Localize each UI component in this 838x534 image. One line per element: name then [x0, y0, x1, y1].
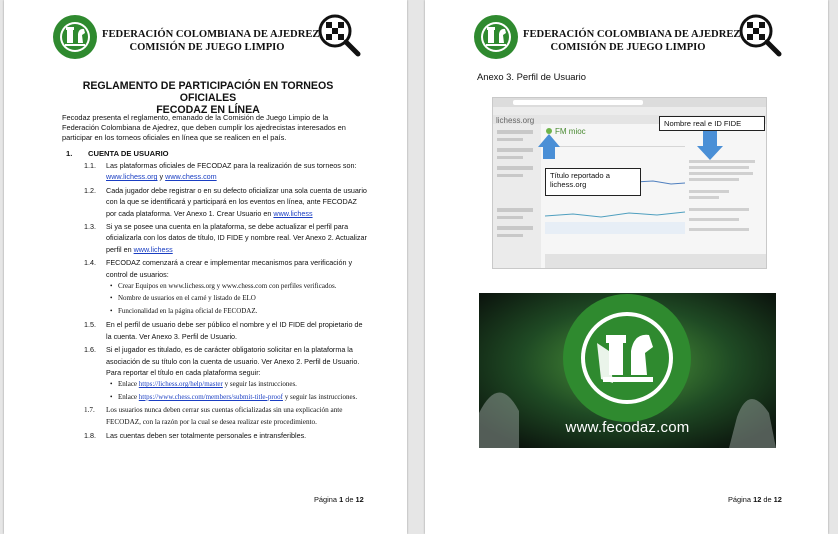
rule-text: Cada jugador debe registrar o en su defecto oficializar una sola cuenta de usuario con la que se identificará y participará en los eventos en línea, ante FECODAZ por cada plataforma. Ver Anexo 1. Crear Usuario en [106, 185, 367, 218]
magnifier-chessboard-icon [316, 12, 362, 58]
section-number: 1. [66, 149, 73, 158]
bullet-item: • Funcionalidad en la página oficial de FECODAZ. [118, 305, 368, 317]
rule-item-1-6 [84, 344, 368, 403]
rule-item-1-2 [84, 185, 368, 219]
header-title-line-2: COMISIÓN DE JUEGO LIMPIO [550, 42, 706, 53]
callout-reported-title: Título reportado a lichess.org [545, 168, 641, 196]
pager-total: 12 [355, 495, 364, 504]
rule-item-1-7 [84, 405, 368, 428]
callout-real-name-fide-id: Nombre real e ID FIDE [659, 116, 765, 131]
pager-total: 12 [773, 495, 782, 504]
rule-text: En el perfil de usuario debe ser público el nombre y el ID FIDE del propietario de la cuenta. Ver Anexo 3. Perfil de Usuario. [106, 320, 363, 341]
bullet-suffix: y seguir las instrucciones. [222, 380, 297, 389]
pager-current: 1 [339, 495, 344, 504]
header-title [523, 28, 741, 54]
intro-paragraph: Fecodaz presenta el reglamento, emanado de la Comisión de Juego Limpio de la Federación Colombiana de Ajedrez, que deben cumplir los ajedrecistas interesados en participar en los torneos oficiales en línea que se realicen en el país. [62, 113, 346, 142]
fecodaz-logo [473, 14, 519, 60]
rules-list [84, 160, 368, 443]
lichess-profile-screenshot [492, 97, 767, 269]
chess-com-link[interactable]: www.chess.com [165, 172, 217, 182]
rule-text: Si el jugador es titulado, es de carácter obligatorio solicitar en la plataforma la asociación de su título con la cuenta de usuario. Ver Anexo 2. Perfil de Usuario. Para reportar el título en cada plataforma seguir: [106, 345, 360, 377]
pager-current: 12 [753, 495, 762, 504]
site-name: lichess.org [496, 116, 535, 125]
bullet-item: • Crear Equipos en www.lichess.org y www.chess.com con perfiles verificados. [118, 280, 368, 292]
document-title [62, 80, 354, 116]
bullet-item [118, 391, 368, 403]
section-heading [66, 149, 169, 158]
page-number [728, 495, 782, 504]
bullet-prefix: Enlace [118, 392, 139, 401]
pager-prefix: Página [728, 495, 754, 504]
rule-text: Si ya se posee una cuenta en la plataforma, se debe actualizar el perfil para oficializarla con los datos de título, ID FIDE y nombre real. Ver Anexo 2. Actualizar perfil en [106, 222, 367, 254]
rule-text: Las cuentas deben ser totalmente personales e intransferibles. [106, 430, 307, 440]
lichess-link[interactable]: www.lichess.org [106, 172, 158, 182]
header-title-line-1: FEDERACIÓN COLOMBIANA DE AJEDREZ [102, 29, 320, 40]
lichess-master-link[interactable]: https://lichess.org/help/master [138, 380, 223, 389]
rule-item-1-8 [84, 430, 368, 441]
document-page-1 [4, 0, 407, 534]
document-title-line-2: FECODAZ EN LÍNEA [156, 104, 260, 116]
rule-number: 1.3. [84, 222, 96, 232]
magnifier-chessboard-icon [737, 12, 783, 58]
document-title-line-1: REGLAMENTO DE PARTICIPACIÓN EN TORNEOS OFICIALES [82, 80, 334, 104]
bullet-prefix: Enlace [118, 380, 139, 389]
bullet-item: • Nombre de usuarios en el carné y listado de ELO [118, 292, 368, 304]
profile-user-label: FM mioc [555, 127, 586, 136]
rule-text: FECODAZ comenzará a crear e implementar mecanismos para verificación y control de usuarios: [106, 258, 353, 279]
rule-bullets [106, 280, 368, 317]
document-page-12 [425, 0, 828, 534]
fecodaz-logo [52, 14, 98, 60]
header-title-line-2: COMISIÓN DE JUEGO LIMPIO [129, 42, 285, 53]
banner-website-url: www.fecodaz.com [565, 419, 690, 436]
rule-number: 1.7. [84, 406, 95, 415]
rule-number: 1.1. [84, 161, 96, 170]
pager-prefix: Página [314, 495, 340, 504]
rule-item-1-1 [84, 160, 368, 183]
page-number [314, 495, 364, 504]
rule-number: 1.2. [84, 185, 96, 195]
bullet-item [118, 378, 368, 390]
chess-com-title-proof-link[interactable]: https://www.chess.com/members/submit-title-proof [138, 392, 283, 401]
header-title [102, 28, 320, 54]
fecodaz-banner [479, 293, 776, 448]
rule-item-1-4 [84, 257, 368, 317]
annex-title: Anexo 3. Perfil de Usuario [477, 71, 586, 82]
rule-number: 1.8. [84, 430, 96, 440]
rule-item-1-3 [84, 221, 368, 255]
link-separator: y [157, 172, 166, 182]
lichess-link[interactable]: www.lichess [273, 208, 313, 218]
rule-item-1-5 [84, 319, 368, 342]
rule-text: Las plataformas oficiales de FECODAZ para la realización de sus torneos son: [106, 161, 357, 170]
pager-middle: de [343, 495, 356, 504]
bullet-suffix: y seguir las instrucciones. [283, 392, 358, 401]
rule-number: 1.4. [84, 258, 96, 268]
rule-number: 1.6. [84, 345, 96, 355]
lichess-link[interactable]: www.lichess [133, 244, 173, 254]
rule-number: 1.5. [84, 320, 96, 330]
pager-middle: de [761, 495, 774, 504]
header-title-line-1: FEDERACIÓN COLOMBIANA DE AJEDREZ [523, 29, 741, 40]
rule-text: Los usuarios nunca deben cerrar sus cuentas oficializadas sin una explicación ante FECODAZ, con la razón por la cual se desea realizar este procedimiento. [106, 406, 343, 426]
section-title: CUENTA DE USUARIO [88, 149, 169, 158]
rule-bullets [106, 378, 368, 403]
